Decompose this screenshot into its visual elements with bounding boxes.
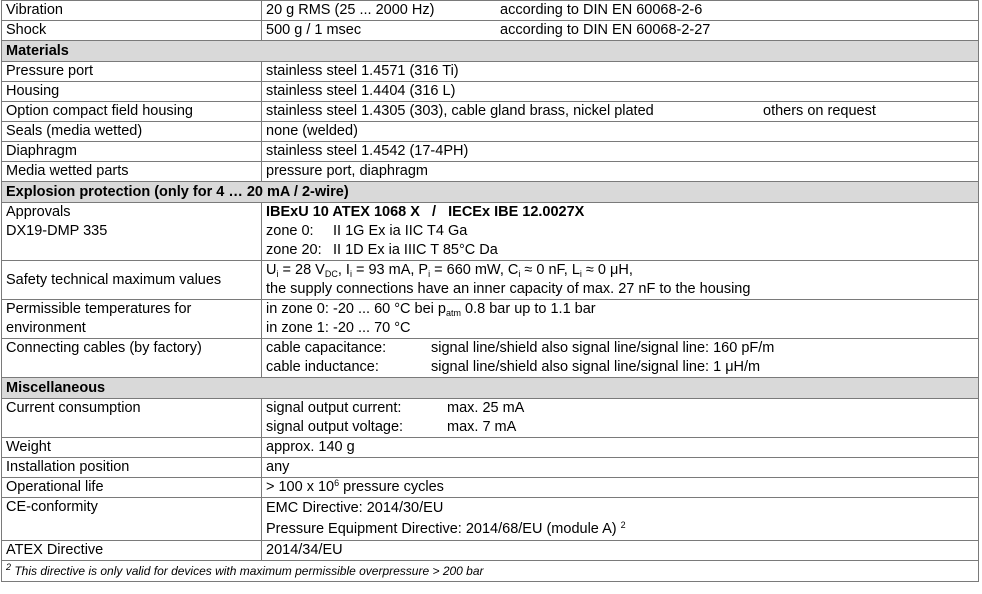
row-label: Option compact field housing (2, 102, 262, 122)
table-row (2, 541, 979, 561)
section-title: Miscellaneous (2, 378, 979, 399)
row-value: stainless steel 1.4571 (316 Ti) (262, 62, 979, 82)
zone0-marking: zone 0: II 1G Ex ia IIC T4 Ga (266, 223, 468, 239)
footnote-row (2, 561, 979, 582)
cable-capacitance: cable capacitance: signal line/shield also signal line/signal line: 160 pF/m (266, 340, 775, 356)
section-title: Materials (2, 41, 979, 62)
row-label: Pressure port (2, 62, 262, 82)
section-header (2, 182, 979, 203)
shock-standard: according to DIN EN 60068-2-27 (500, 22, 711, 38)
approvals-label: Approvals (6, 204, 71, 220)
row-label: Permissible temperatures for environment (2, 300, 262, 339)
row-value: 2014/34/EU (262, 541, 979, 561)
safety-capacity-note: the supply connections have an inner capacity of max. 27 nF to the housing (266, 281, 751, 297)
table-row (2, 458, 979, 478)
row-label: Shock (2, 21, 262, 41)
emc-directive: EMC Directive: 2014/30/EU (266, 500, 444, 516)
row-value: approx. 140 g (262, 438, 979, 458)
specification-table (1, 0, 979, 582)
table-row (2, 300, 979, 339)
row-value: > 100 x $10^6$ pressure cycles (262, 478, 979, 498)
table-row (2, 162, 979, 182)
approvals-model: DX19-DMP 335 (6, 223, 108, 239)
compact-housing-value: stainless steel 1.4305 (303), cable gland brass, nickel plated (266, 103, 654, 119)
shock-value: 500 g / 1 msec (266, 22, 362, 38)
section-header (2, 41, 979, 62)
row-value (262, 300, 979, 339)
zone1-temperature: in zone 1: -20 ... 70 °C (266, 320, 411, 336)
row-label: Operational life (2, 478, 262, 498)
table-row (2, 1, 979, 21)
row-value (262, 339, 979, 378)
table-row (2, 102, 979, 122)
table-row (2, 478, 979, 498)
row-label (2, 203, 262, 261)
row-label: Media wetted parts (2, 162, 262, 182)
section-header (2, 378, 979, 399)
table-row (2, 62, 979, 82)
table-row (2, 339, 979, 378)
row-value (262, 21, 979, 41)
row-label: Safety technical maximum values (2, 261, 262, 300)
table-row (2, 399, 979, 438)
cable-inductance: cable inductance: signal line/shield also signal line/signal line: 1 μH/m (266, 359, 761, 375)
pressure-equipment-directive: Pressure Equipment Directive: 2014/68/EU (module A) $^2$ (266, 520, 626, 537)
zone0-temperature: in zone 0: -20 ... 60 °C bei $p_{atm}$ 0.8 bar up to 1.1 bar (266, 301, 596, 318)
row-value: stainless steel 1.4404 (316 L) (262, 82, 979, 102)
table-row (2, 142, 979, 162)
row-label: Current consumption (2, 399, 262, 438)
vibration-standard: according to DIN EN 60068-2-6 (500, 2, 703, 18)
row-value: any (262, 458, 979, 478)
approval-certificate: IBExU 10 ATEX 1068 X / IECEx IBE 12.0027X (266, 204, 585, 220)
safety-values: $U_i = 28$ $V_{DC}$, $I_i = 93$ mA, $P_i = 660$ mW, $C_i \approx 0$ nF, $L_i \approx 0$ μH, (266, 262, 633, 279)
row-label: Housing (2, 82, 262, 102)
compact-housing-note: others on request (763, 103, 876, 119)
row-label: Vibration (2, 1, 262, 21)
vibration-value: 20 g RMS (25 ... 2000 Hz) (266, 2, 435, 18)
row-value: pressure port, diaphragm (262, 162, 979, 182)
section-title: Explosion protection (only for 4 … 20 mA / 2-wire) (2, 182, 979, 203)
table-row (2, 261, 979, 300)
output-voltage: signal output voltage: max. 7 mA (266, 419, 517, 435)
footnote: $^2$ This directive is only valid for devices with maximum permissible overpressure > 200 bar (2, 561, 979, 582)
zone20-marking: zone 20: II 1D Ex ia IIIC T 85°C Da (266, 242, 498, 258)
row-value (262, 102, 979, 122)
row-label: CE-conformity (2, 498, 262, 541)
row-value: none (welded) (262, 122, 979, 142)
row-label: Seals (media wetted) (2, 122, 262, 142)
table-row (2, 498, 979, 541)
row-value (262, 498, 979, 541)
table-row (2, 203, 979, 261)
table-row (2, 21, 979, 41)
row-label: Diaphragm (2, 142, 262, 162)
row-label: Weight (2, 438, 262, 458)
table-row (2, 122, 979, 142)
row-value (262, 1, 979, 21)
row-label: Installation position (2, 458, 262, 478)
table-row (2, 438, 979, 458)
row-value (262, 261, 979, 300)
table-row (2, 82, 979, 102)
row-value (262, 399, 979, 438)
row-label: ATEX Directive (2, 541, 262, 561)
row-label: Connecting cables (by factory) (2, 339, 262, 378)
row-value (262, 203, 979, 261)
output-current: signal output current: max. 25 mA (266, 400, 525, 416)
row-value: stainless steel 1.4542 (17-4PH) (262, 142, 979, 162)
